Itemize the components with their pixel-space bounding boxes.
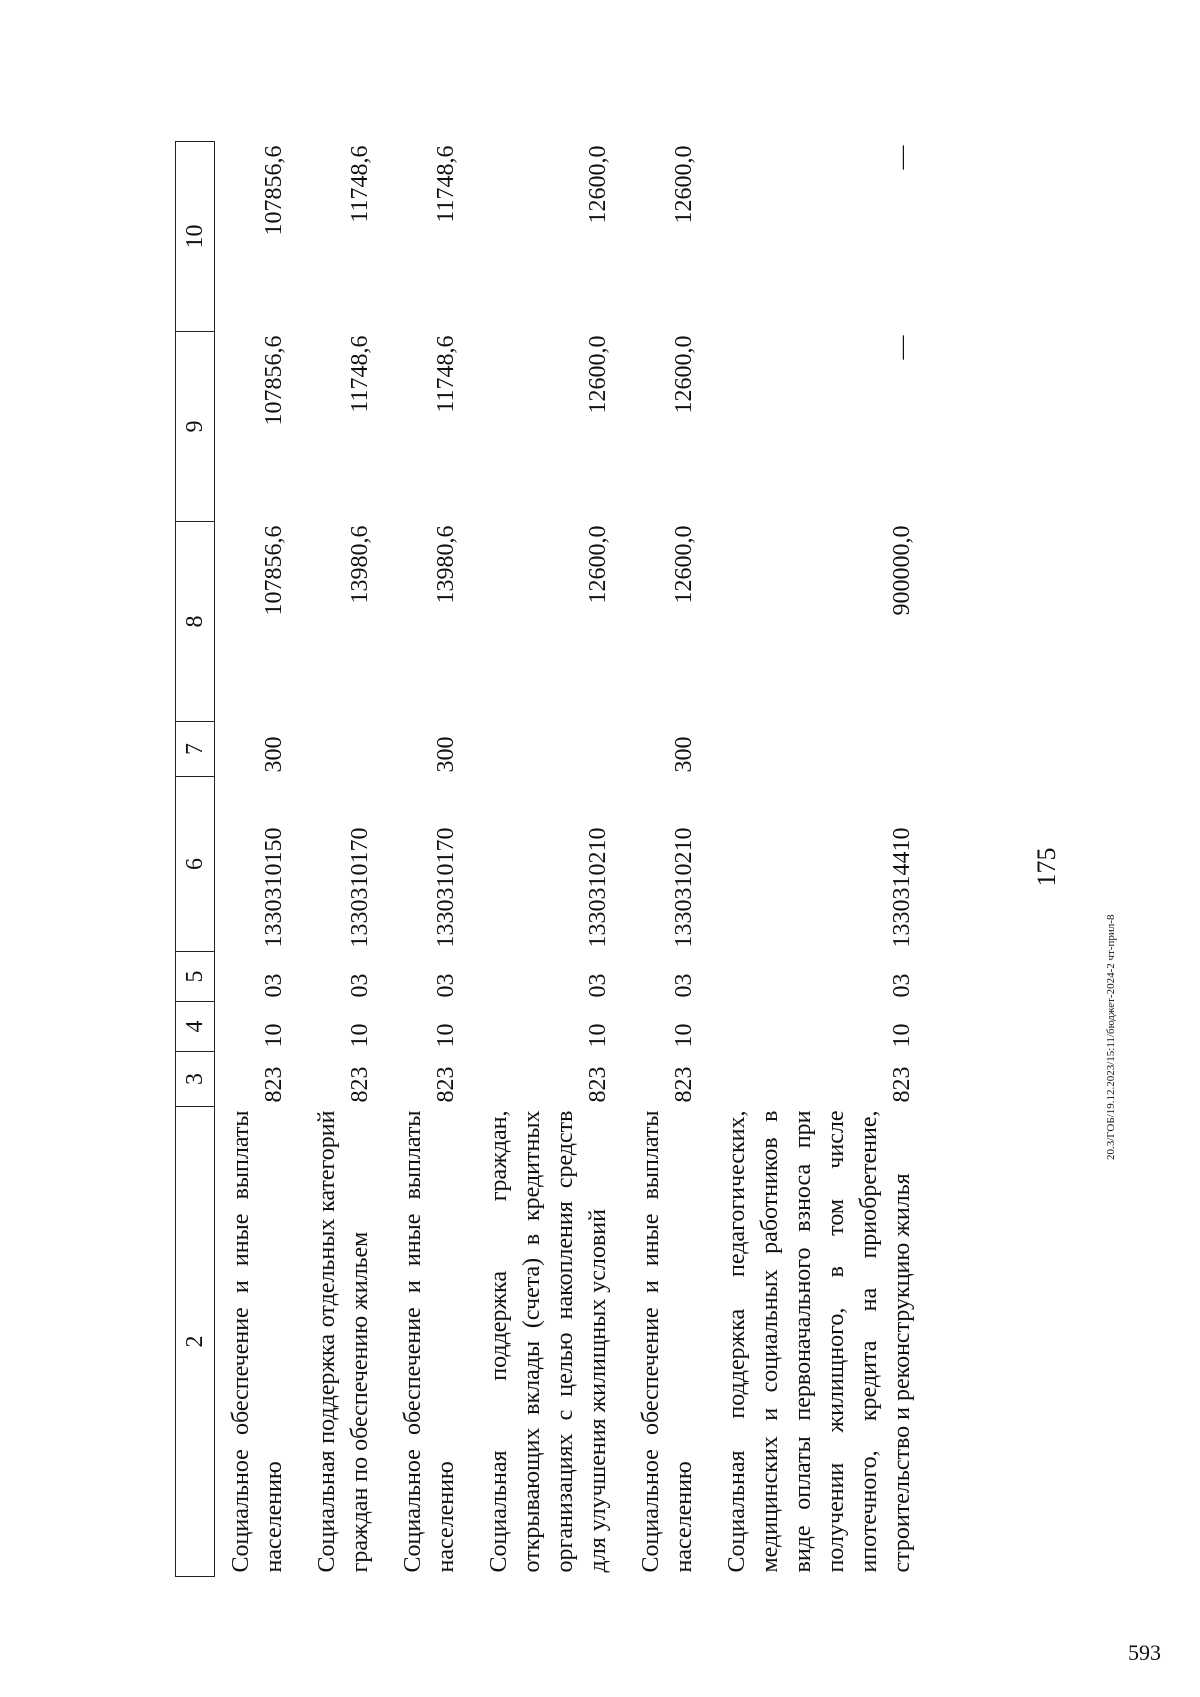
document-footer-note (1105, 915, 1117, 1160)
pr-cell: 03 (889, 973, 915, 998)
csr-cell: 1330310150 (261, 827, 287, 948)
sum-2025-cell: — (889, 335, 915, 360)
grbs-cell: 823 (671, 1066, 697, 1103)
pr-cell: 03 (671, 973, 697, 998)
header-cell: 4 (176, 1002, 215, 1052)
header-cell: 6 (176, 777, 215, 952)
sum-2025-cell: 12600,0 (671, 335, 697, 414)
table-row (387, 142, 473, 1577)
sum-2026-cell: 12600,0 (671, 145, 697, 224)
header-cell: 3 (176, 1052, 215, 1107)
sum-2026-cell: 11748,6 (433, 145, 459, 223)
header-cell: 8 (176, 522, 215, 722)
footer-note-text: 20.3/ГОБ/19.12.2023/15:11/бюджет-2024-2 чт-прил-8 (1105, 914, 1117, 1160)
row-name: Социальное обеспечение и иные выплаты населению (638, 1110, 697, 1573)
vr-cell (711, 722, 929, 777)
header-cell: 5 (176, 952, 215, 1002)
header-cell: 9 (176, 332, 215, 522)
csr-cell: 1330314410 (889, 827, 915, 948)
csr-cell: 1330310210 (585, 827, 611, 948)
vr-cell: 300 (261, 736, 287, 773)
sum-2024-cell: 13980,6 (433, 525, 459, 604)
sum-2024-cell: 900000,0 (889, 525, 915, 616)
sum-2025-cell: 107856,6 (261, 335, 287, 426)
pr-cell: 03 (433, 973, 459, 998)
table-row (711, 142, 929, 1577)
sum-2024-cell: 13980,6 (347, 525, 373, 604)
csr-cell: 1330310210 (671, 827, 697, 948)
csr-cell: 1330310170 (433, 827, 459, 948)
sum-2025-cell: 12600,0 (585, 335, 611, 414)
row-name: Социальная поддержка граждан, открывающих вклады (счета) в кредитных организациях с целью накопления средств для улучшения жилищных условий (486, 1110, 611, 1573)
row-name: Социальная поддержка педагогических, медицинских и социальных работников в виде оплаты первоначального взноса при получении жилищного, в том числе ипотечного, кредита на приобретение, строительство и реконструкцию жилья (724, 1110, 915, 1573)
sum-2026-cell: 12600,0 (585, 145, 611, 224)
table-row (625, 142, 711, 1577)
row-name: Социальное обеспечение и иные выплаты населению (228, 1110, 287, 1573)
sum-2024-cell: 12600,0 (671, 525, 697, 604)
rz-cell: 10 (585, 1023, 611, 1048)
page-number-bottom: 593 (1128, 1640, 1161, 1665)
grbs-cell: 823 (261, 1066, 287, 1103)
vr-cell: 300 (433, 736, 459, 773)
rz-cell: 10 (671, 1023, 697, 1048)
rz-cell: 10 (889, 1023, 915, 1048)
grbs-cell: 823 (347, 1066, 373, 1103)
vr-cell (473, 722, 625, 777)
pr-cell: 03 (261, 973, 287, 998)
row-name: Социальная поддержка отдельных категорий граждан по обеспечению жильем (314, 1110, 373, 1573)
sum-2025-cell: 11748,6 (347, 335, 373, 413)
header-cell: 10 (176, 142, 215, 332)
budget-table (175, 141, 929, 1577)
csr-cell: 1330310170 (347, 827, 373, 948)
grbs-cell: 823 (433, 1066, 459, 1103)
page-number-top: 175 (1032, 847, 1061, 887)
vr-cell: 300 (671, 736, 697, 773)
grbs-cell: 823 (889, 1066, 915, 1103)
header-row (176, 142, 215, 1577)
vr-cell (301, 722, 387, 777)
table-row (473, 142, 625, 1577)
row-name: Социальное обеспечение и иные выплаты населению (400, 1110, 459, 1573)
header-cell: 2 (176, 1107, 215, 1577)
table-row (215, 142, 302, 1577)
sum-2024-cell: 12600,0 (585, 525, 611, 604)
pr-cell: 03 (585, 973, 611, 998)
sum-2026-cell: — (889, 145, 915, 170)
sum-2024-cell: 107856,6 (261, 525, 287, 616)
table-row (301, 142, 387, 1577)
pr-cell: 03 (347, 973, 373, 998)
rz-cell: 10 (433, 1023, 459, 1048)
header-cell: 7 (176, 722, 215, 777)
sum-2026-cell: 107856,6 (261, 145, 287, 236)
sum-2025-cell: 11748,6 (433, 335, 459, 413)
rz-cell: 10 (261, 1023, 287, 1048)
sum-2026-cell: 11748,6 (347, 145, 373, 223)
rz-cell: 10 (347, 1023, 373, 1048)
grbs-cell: 823 (585, 1066, 611, 1103)
